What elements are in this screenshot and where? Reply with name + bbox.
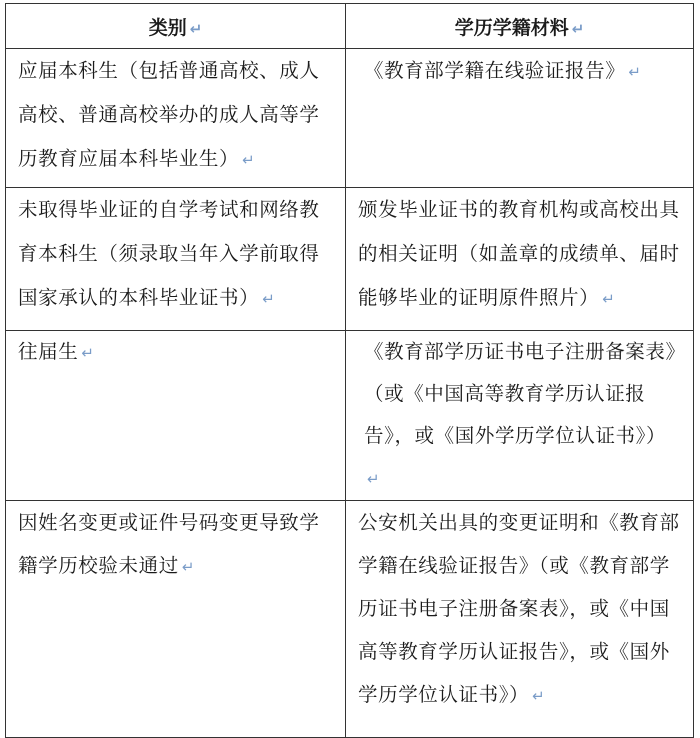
header-category-label: 类别 (148, 16, 187, 39)
category-text: 因姓名变更或证件号码变更导致学籍学历校验未通过 (18, 511, 320, 577)
table-row (6, 49, 694, 188)
header-materials-label: 学历学籍材料 (454, 16, 569, 39)
materials-cell (346, 331, 694, 501)
materials-text: 《教育部学籍在线验证报告》 (364, 59, 626, 82)
paragraph-mark-icon: ↵ (181, 558, 195, 576)
materials-table (5, 3, 694, 738)
materials-cell (346, 49, 694, 188)
table-row (6, 188, 694, 331)
category-text: 未取得毕业证的自学考试和网络教育本科生（须录取当年入学前取得国家承认的本科毕业证书） (18, 198, 320, 309)
header-row (6, 4, 694, 49)
category-cell (6, 331, 346, 501)
paragraph-mark-icon: ↵ (571, 19, 585, 38)
paragraph-mark-icon: ↵ (262, 290, 276, 308)
paragraph-mark-icon: ↵ (532, 687, 546, 705)
paragraph-mark-icon: ↵ (628, 63, 642, 81)
materials-text: 颁发毕业证书的教育机构或高校出具的相关证明（如盖章的成绩单、届时能够毕业的证明原件照片） (358, 198, 680, 309)
materials-table-container (5, 3, 693, 706)
header-materials (346, 4, 694, 49)
paragraph-mark-icon: ↵ (602, 290, 616, 308)
paragraph-mark-icon: ↵ (189, 19, 203, 38)
category-text: 往届生 (18, 340, 79, 363)
table-row (6, 501, 694, 738)
category-cell (6, 501, 346, 738)
materials-text: 公安机关出具的变更证明和《教育部学籍在线验证报告》（或《教育部学历证书电子注册备案表》，或《中国高等教育学历认证报告》，或《国外学历学位认证书》） (358, 511, 680, 706)
category-cell (6, 49, 346, 188)
paragraph-mark-icon: ↵ (242, 151, 256, 169)
category-cell (6, 188, 346, 331)
paragraph-mark-icon: ↵ (81, 344, 95, 362)
paragraph-mark-icon: ↵ (367, 470, 381, 488)
category-text: 应届本科生（包括普通高校、成人高校、普通高校举办的成人高等学历教育应届本科毕业生） (18, 59, 320, 170)
table-row (6, 331, 694, 501)
materials-cell (346, 188, 694, 331)
materials-text: 《教育部学历证书电子注册备案表》（或《中国高等教育学历认证报告》，或《国外学历学位认证书》） (364, 340, 676, 447)
header-category (6, 4, 346, 49)
materials-cell (346, 501, 694, 738)
